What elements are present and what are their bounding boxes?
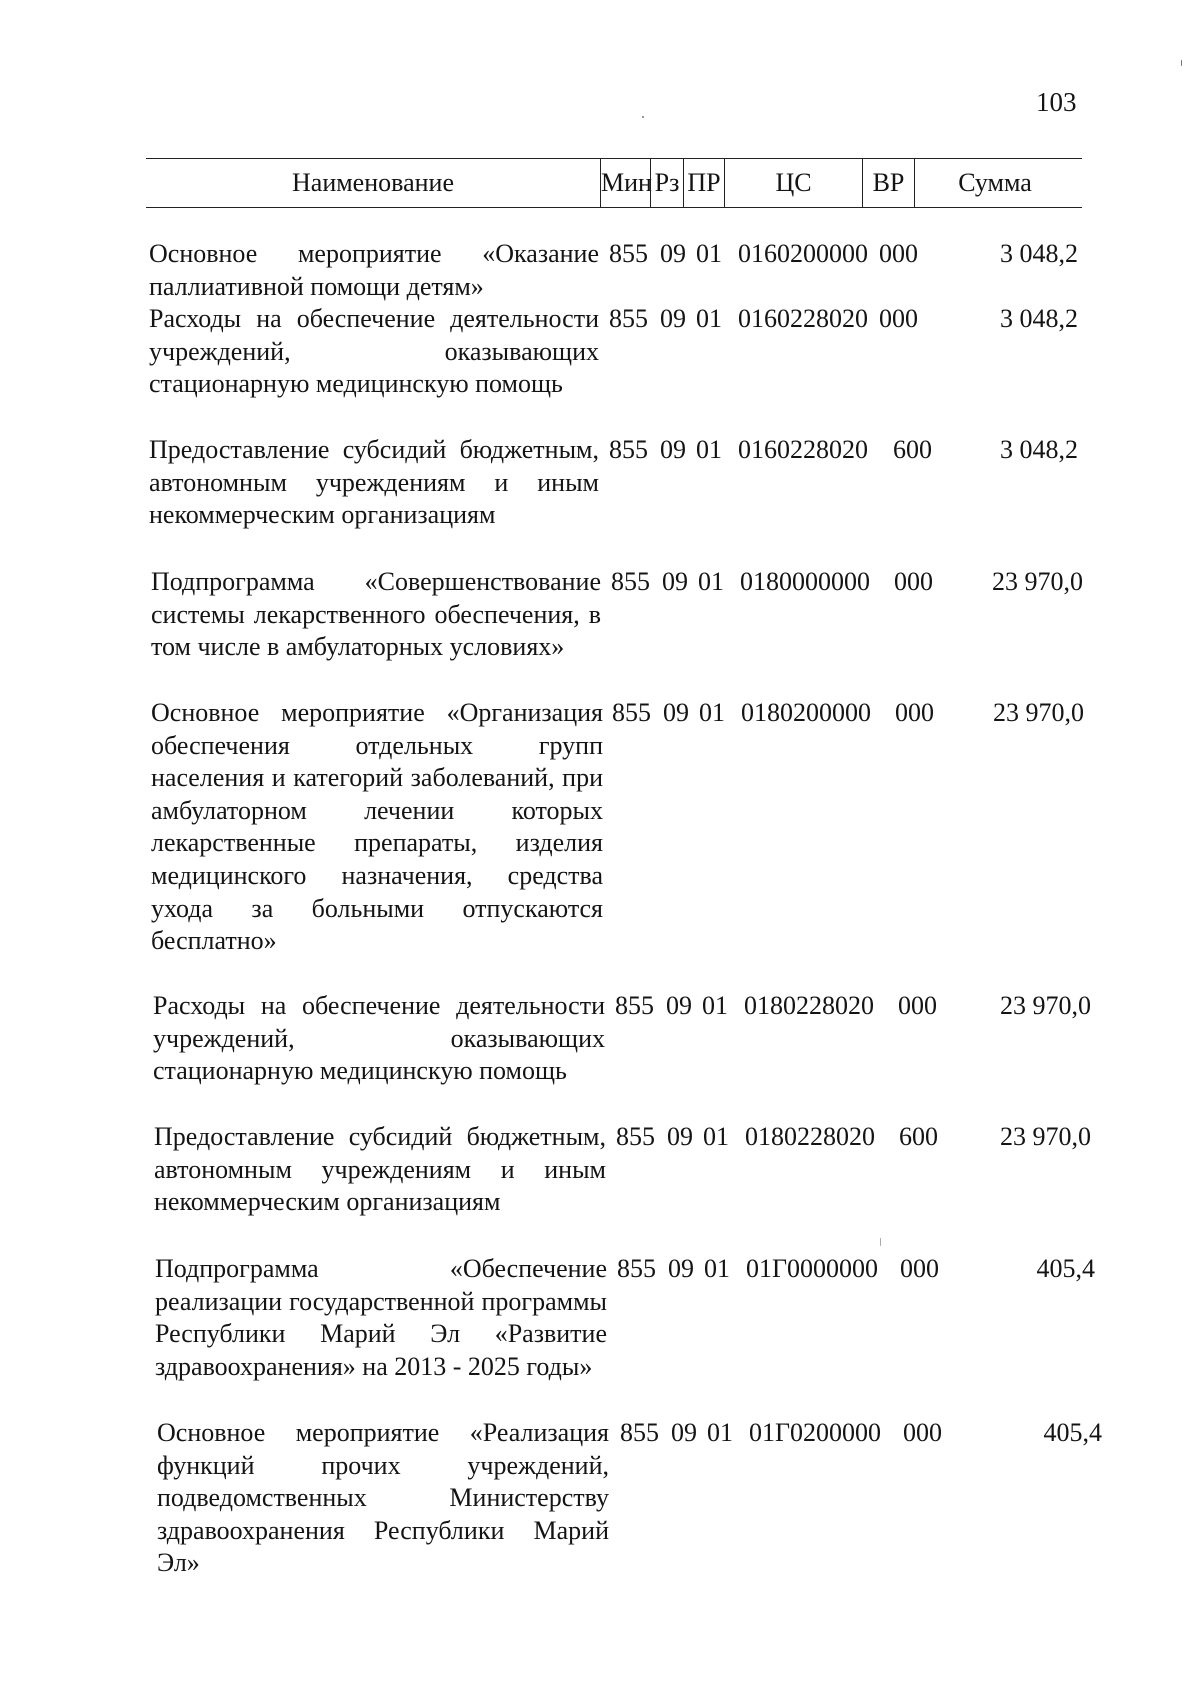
- cell-min: 855: [609, 304, 648, 333]
- cell-min: 855: [617, 1254, 656, 1283]
- cell-pr: 01: [696, 304, 722, 333]
- cell-vr: 000: [894, 567, 933, 596]
- cell-rz: 09: [660, 239, 686, 268]
- page-number: 103: [1036, 87, 1077, 117]
- cell-vr: 600: [899, 1122, 938, 1151]
- scan-speck: [1181, 60, 1182, 66]
- cell-min: 855: [612, 698, 651, 727]
- row-name: Предоставление субсидий бюджетным, автономным учреждениям и иным некоммерческим организациям: [154, 1122, 606, 1217]
- cell-min: 855: [609, 435, 648, 464]
- cell-vr: 000: [900, 1254, 939, 1283]
- cell-rz: 09: [662, 567, 688, 596]
- cell-cs: 01Г0000000: [746, 1254, 879, 1283]
- row-name: Подпрограмма «Обеспечение реализации государственной программы Республики Марий Эл «Развитие здравоохранения» на 2013 - 2025 годы»: [155, 1254, 607, 1381]
- header-cs: ЦС: [775, 168, 812, 197]
- cell-sum: 3 048,2: [1000, 239, 1078, 268]
- cell-vr: 600: [893, 435, 932, 464]
- scan-speck: [642, 116, 644, 118]
- cell-pr: 01: [698, 567, 724, 596]
- cell-sum: 405,4: [1043, 1418, 1102, 1447]
- cell-rz: 09: [660, 435, 686, 464]
- header-vr: ВР: [872, 168, 905, 197]
- cell-cs: 0160200000: [738, 239, 868, 268]
- cell-sum: 405,4: [1036, 1254, 1095, 1283]
- cell-cs: 0160228020: [738, 435, 868, 464]
- header-rz: Рз: [654, 168, 680, 197]
- cell-min: 855: [620, 1418, 659, 1447]
- row-name: Предоставление субсидий бюджетным, автономным учреждениям и иным некоммерческим организациям: [149, 435, 599, 530]
- cell-rz: 09: [660, 304, 686, 333]
- cell-vr: 000: [903, 1418, 942, 1447]
- table-header: [146, 158, 1082, 208]
- cell-vr: 000: [895, 698, 934, 727]
- cell-pr: 01: [704, 1254, 730, 1283]
- cell-pr: 01: [707, 1418, 733, 1447]
- row-name: Основное мероприятие «Организация обеспечения отдельных групп населения и категорий заболеваний, при амбулаторном лечении которых лекарственные препараты, изделия медицинского назначения, средства ухода за больными отпускаются бесплатно»: [151, 698, 603, 956]
- cell-cs: 01Г0200000: [749, 1418, 882, 1447]
- cell-pr: 01: [699, 698, 725, 727]
- row-name: Основное мероприятие «Реализация функций прочих учреждений, подведомственных Министерству здравоохранения Республики Марий Эл»: [157, 1418, 609, 1578]
- cell-rz: 09: [668, 1254, 694, 1283]
- cell-sum: 3 048,2: [1000, 435, 1078, 464]
- cell-rz: 09: [663, 698, 689, 727]
- header-sum: Сумма: [958, 168, 1032, 197]
- scan-speck: [880, 1238, 881, 1246]
- cell-vr: 000: [879, 239, 918, 268]
- header-pr: ПР: [687, 168, 721, 197]
- cell-sum: 23 970,0: [1000, 991, 1091, 1020]
- row-name: Расходы на обеспечение деятельности учреждений, оказывающих стационарную медицинскую помощь: [149, 304, 599, 399]
- row-name: Основное мероприятие «Оказание паллиативной помощи детям»: [149, 239, 599, 301]
- cell-pr: 01: [696, 435, 722, 464]
- cell-cs: 0180000000: [740, 567, 870, 596]
- cell-pr: 01: [696, 239, 722, 268]
- cell-min: 855: [609, 239, 648, 268]
- cell-vr: 000: [879, 304, 918, 333]
- cell-rz: 09: [666, 991, 692, 1020]
- cell-cs: 0160228020: [738, 304, 868, 333]
- row-name: Подпрограмма «Совершенствование системы лекарственного обеспечения, в том числе в амбулаторных условиях»: [151, 567, 601, 662]
- cell-rz: 09: [671, 1418, 697, 1447]
- cell-sum: 3 048,2: [1000, 304, 1078, 333]
- cell-pr: 01: [703, 1122, 729, 1151]
- cell-min: 855: [615, 991, 654, 1020]
- cell-cs: 0180228020: [745, 1122, 875, 1151]
- cell-pr: 01: [702, 991, 728, 1020]
- cell-cs: 0180200000: [741, 698, 871, 727]
- cell-sum: 23 970,0: [992, 567, 1083, 596]
- cell-rz: 09: [667, 1122, 693, 1151]
- row-name: Расходы на обеспечение деятельности учреждений, оказывающих стационарную медицинскую помощь: [153, 991, 605, 1086]
- cell-min: 855: [616, 1122, 655, 1151]
- cell-min: 855: [611, 567, 650, 596]
- cell-vr: 000: [898, 991, 937, 1020]
- cell-cs: 0180228020: [744, 991, 874, 1020]
- cell-sum: 23 970,0: [1000, 1122, 1091, 1151]
- cell-sum: 23 970,0: [993, 698, 1084, 727]
- header-name: Наименование: [292, 168, 454, 197]
- header-min: Мин: [601, 168, 652, 197]
